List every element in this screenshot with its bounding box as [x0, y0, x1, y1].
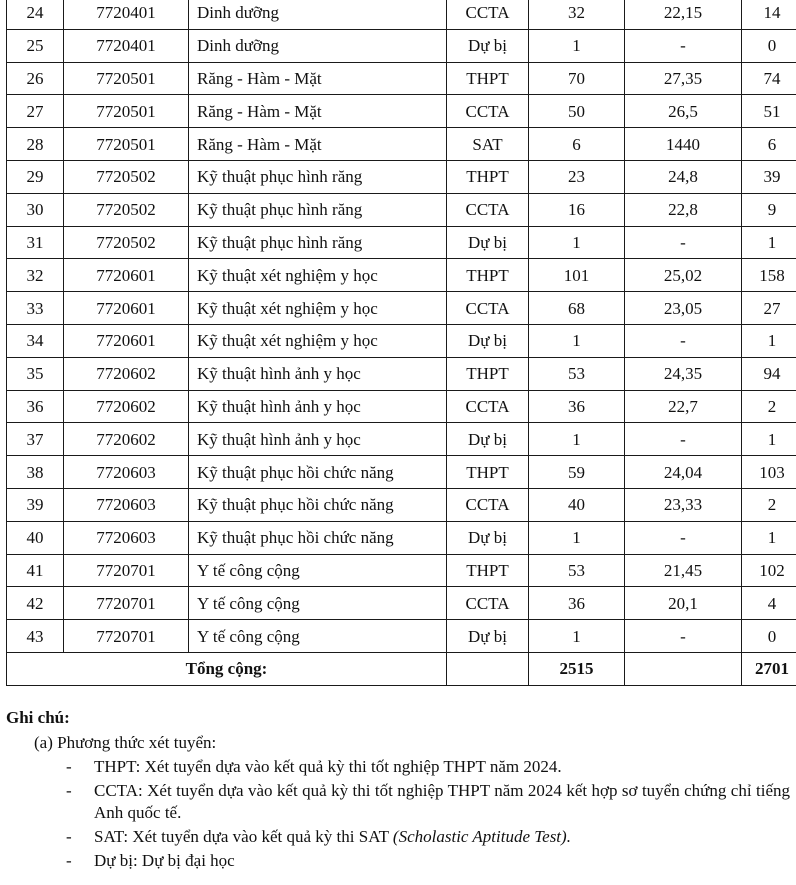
- table-row: [7, 226, 796, 259]
- table-row: [7, 29, 796, 62]
- total-label: Tổng cộng:: [7, 652, 447, 685]
- major-name: Kỹ thuật phục hình răng: [189, 226, 447, 259]
- table-row: [7, 554, 796, 587]
- admitted-count: 27: [742, 292, 796, 325]
- row-number: 42: [7, 587, 64, 620]
- major-name: Kỹ thuật phục hồi chức năng: [189, 488, 447, 521]
- row-number: 43: [7, 620, 64, 653]
- major-code: 7720501: [64, 62, 189, 95]
- row-number: 25: [7, 29, 64, 62]
- notes-list: [6, 756, 790, 872]
- admitted-count: 1: [742, 226, 796, 259]
- table-row: [7, 587, 796, 620]
- note-bullet-dash: -: [66, 827, 72, 846]
- table-row: [7, 193, 796, 226]
- admission-method: Dự bị: [447, 324, 529, 357]
- row-number: 32: [7, 259, 64, 292]
- quota: 6: [529, 128, 625, 161]
- admission-method: THPT: [447, 62, 529, 95]
- major-code: 7720502: [64, 160, 189, 193]
- admission-method: THPT: [447, 456, 529, 489]
- admission-method: CCTA: [447, 587, 529, 620]
- admission-method: CCTA: [447, 390, 529, 423]
- quota: 36: [529, 390, 625, 423]
- admitted-count: 1: [742, 521, 796, 554]
- table-row: [7, 521, 796, 554]
- notes-subheading: (a) Phương thức xét tuyển:: [34, 733, 217, 752]
- admission-method: CCTA: [447, 488, 529, 521]
- cutoff-score: -: [625, 423, 742, 456]
- table-row: [7, 390, 796, 423]
- admission-method: THPT: [447, 259, 529, 292]
- cutoff-score: 24,04: [625, 456, 742, 489]
- quota: 53: [529, 554, 625, 587]
- major-code: 7720601: [64, 292, 189, 325]
- major-code: 7720602: [64, 423, 189, 456]
- cutoff-score: -: [625, 29, 742, 62]
- row-number: 30: [7, 193, 64, 226]
- admission-method: Dự bị: [447, 423, 529, 456]
- note-text: [94, 826, 790, 848]
- total-score-empty: [625, 652, 742, 685]
- major-name: Y tế công cộng: [189, 587, 447, 620]
- admitted-count: 103: [742, 456, 796, 489]
- major-code: 7720502: [64, 226, 189, 259]
- major-code: 7720603: [64, 521, 189, 554]
- note-text-main: CCTA: Xét tuyển dựa vào kết quả kỳ thi tốt nghiệp THPT năm 2024 kết hợp sơ tuyển chứng chỉ tiếng Anh quốc tế.: [94, 781, 790, 822]
- quota: 1: [529, 29, 625, 62]
- admitted-count: 102: [742, 554, 796, 587]
- note-bullet-dash: -: [66, 757, 72, 776]
- admission-method: THPT: [447, 357, 529, 390]
- row-number: 24: [7, 0, 64, 29]
- admission-method: SAT: [447, 128, 529, 161]
- cutoff-score: -: [625, 226, 742, 259]
- major-code: 7720502: [64, 193, 189, 226]
- note-text-main: SAT: Xét tuyển dựa vào kết quả kỳ thi SAT: [94, 827, 393, 846]
- table-row: [7, 488, 796, 521]
- notes-heading: Ghi chú:: [6, 708, 70, 727]
- table-row: [7, 324, 796, 357]
- major-name: Răng - Hàm - Mặt: [189, 128, 447, 161]
- major-code: 7720701: [64, 620, 189, 653]
- admission-method: CCTA: [447, 95, 529, 128]
- table-row: [7, 620, 796, 653]
- total-admitted: 2701: [742, 652, 796, 685]
- admitted-count: 1: [742, 324, 796, 357]
- cutoff-score: 1440: [625, 128, 742, 161]
- note-item: [6, 756, 790, 778]
- note-text: [94, 850, 790, 872]
- admitted-count: 4: [742, 587, 796, 620]
- quota: 40: [529, 488, 625, 521]
- note-bullet-dash: -: [66, 851, 72, 870]
- row-number: 31: [7, 226, 64, 259]
- quota: 50: [529, 95, 625, 128]
- admitted-count: 74: [742, 62, 796, 95]
- admission-method: Dự bị: [447, 521, 529, 554]
- major-code: 7720601: [64, 324, 189, 357]
- note-text-main: Dự bị: Dự bị đại học: [94, 851, 235, 870]
- admitted-count: 0: [742, 29, 796, 62]
- major-code: 7720602: [64, 390, 189, 423]
- admitted-count: 2: [742, 390, 796, 423]
- table-body: [7, 0, 796, 652]
- notes-section: [6, 706, 790, 874]
- major-name: Kỹ thuật xét nghiệm y học: [189, 292, 447, 325]
- admitted-count: 2: [742, 488, 796, 521]
- major-name: Kỹ thuật hình ảnh y học: [189, 390, 447, 423]
- major-name: Kỹ thuật hình ảnh y học: [189, 357, 447, 390]
- cutoff-score: 22,15: [625, 0, 742, 29]
- cutoff-score: 26,5: [625, 95, 742, 128]
- note-text-italic: (Scholastic Aptitude Test).: [392, 827, 571, 846]
- row-number: 37: [7, 423, 64, 456]
- table-row: [7, 160, 796, 193]
- table-row: [7, 259, 796, 292]
- major-name: Kỹ thuật hình ảnh y học: [189, 423, 447, 456]
- table-row: [7, 423, 796, 456]
- major-code: 7720701: [64, 587, 189, 620]
- quota: 101: [529, 259, 625, 292]
- row-number: 26: [7, 62, 64, 95]
- total-row: [7, 652, 796, 685]
- admission-method: Dự bị: [447, 29, 529, 62]
- quota: 23: [529, 160, 625, 193]
- note-item: [6, 850, 790, 872]
- row-number: 34: [7, 324, 64, 357]
- major-name: Kỹ thuật xét nghiệm y học: [189, 259, 447, 292]
- row-number: 35: [7, 357, 64, 390]
- admitted-count: 1: [742, 423, 796, 456]
- note-item: [6, 826, 790, 848]
- cutoff-score: 24,8: [625, 160, 742, 193]
- cutoff-score: 25,02: [625, 259, 742, 292]
- total-quota: 2515: [529, 652, 625, 685]
- quota: 32: [529, 0, 625, 29]
- admission-method: THPT: [447, 160, 529, 193]
- note-bullet-dash: -: [66, 781, 72, 800]
- major-code: 7720501: [64, 95, 189, 128]
- major-name: Y tế công cộng: [189, 554, 447, 587]
- quota: 1: [529, 226, 625, 259]
- cutoff-score: 20,1: [625, 587, 742, 620]
- major-code: 7720401: [64, 29, 189, 62]
- admitted-count: 158: [742, 259, 796, 292]
- table-row: [7, 0, 796, 29]
- table-row: [7, 62, 796, 95]
- cutoff-score: 21,45: [625, 554, 742, 587]
- admitted-count: 6: [742, 128, 796, 161]
- cutoff-score: 22,8: [625, 193, 742, 226]
- admission-method: THPT: [447, 554, 529, 587]
- admission-method: CCTA: [447, 0, 529, 29]
- major-name: Kỹ thuật phục hình răng: [189, 160, 447, 193]
- major-code: 7720603: [64, 488, 189, 521]
- major-name: Kỹ thuật xét nghiệm y học: [189, 324, 447, 357]
- admission-method: CCTA: [447, 193, 529, 226]
- table-row: [7, 456, 796, 489]
- admitted-count: 39: [742, 160, 796, 193]
- row-number: 38: [7, 456, 64, 489]
- cutoff-score: -: [625, 521, 742, 554]
- admitted-count: 94: [742, 357, 796, 390]
- major-name: Kỹ thuật phục hồi chức năng: [189, 521, 447, 554]
- quota: 1: [529, 423, 625, 456]
- major-code: 7720603: [64, 456, 189, 489]
- row-number: 41: [7, 554, 64, 587]
- row-number: 40: [7, 521, 64, 554]
- major-name: Răng - Hàm - Mặt: [189, 62, 447, 95]
- cutoff-score: 23,05: [625, 292, 742, 325]
- major-code: 7720601: [64, 259, 189, 292]
- quota: 1: [529, 620, 625, 653]
- cutoff-score: 24,35: [625, 357, 742, 390]
- total-method-empty: [447, 652, 529, 685]
- table-row: [7, 128, 796, 161]
- admissions-table: [6, 0, 796, 686]
- quota: 59: [529, 456, 625, 489]
- major-name: Kỹ thuật phục hồi chức năng: [189, 456, 447, 489]
- admitted-count: 14: [742, 0, 796, 29]
- admitted-count: 51: [742, 95, 796, 128]
- quota: 16: [529, 193, 625, 226]
- cutoff-score: -: [625, 324, 742, 357]
- row-number: 39: [7, 488, 64, 521]
- quota: 36: [529, 587, 625, 620]
- row-number: 27: [7, 95, 64, 128]
- major-name: Kỹ thuật phục hình răng: [189, 193, 447, 226]
- admitted-count: 9: [742, 193, 796, 226]
- note-text: [94, 780, 790, 824]
- row-number: 29: [7, 160, 64, 193]
- major-name: Y tế công cộng: [189, 620, 447, 653]
- major-code: 7720701: [64, 554, 189, 587]
- row-number: 36: [7, 390, 64, 423]
- major-name: Răng - Hàm - Mặt: [189, 95, 447, 128]
- major-code: 7720602: [64, 357, 189, 390]
- table-row: [7, 357, 796, 390]
- admission-method: CCTA: [447, 292, 529, 325]
- major-name: Dinh dưỡng: [189, 29, 447, 62]
- row-number: 28: [7, 128, 64, 161]
- table-row: [7, 292, 796, 325]
- note-text-main: THPT: Xét tuyển dựa vào kết quả kỳ thi tốt nghiệp THPT năm 2024.: [94, 757, 562, 776]
- cutoff-score: 27,35: [625, 62, 742, 95]
- row-number: 33: [7, 292, 64, 325]
- major-name: Dinh dưỡng: [189, 0, 447, 29]
- quota: 1: [529, 521, 625, 554]
- cutoff-score: -: [625, 620, 742, 653]
- note-text: [94, 756, 790, 778]
- quota: 1: [529, 324, 625, 357]
- cutoff-score: 22,7: [625, 390, 742, 423]
- note-item: [6, 780, 790, 824]
- quota: 70: [529, 62, 625, 95]
- admission-method: Dự bị: [447, 226, 529, 259]
- table-row: [7, 95, 796, 128]
- quota: 68: [529, 292, 625, 325]
- admitted-count: 0: [742, 620, 796, 653]
- cutoff-score: 23,33: [625, 488, 742, 521]
- major-code: 7720501: [64, 128, 189, 161]
- admission-method: Dự bị: [447, 620, 529, 653]
- major-code: 7720401: [64, 0, 189, 29]
- quota: 53: [529, 357, 625, 390]
